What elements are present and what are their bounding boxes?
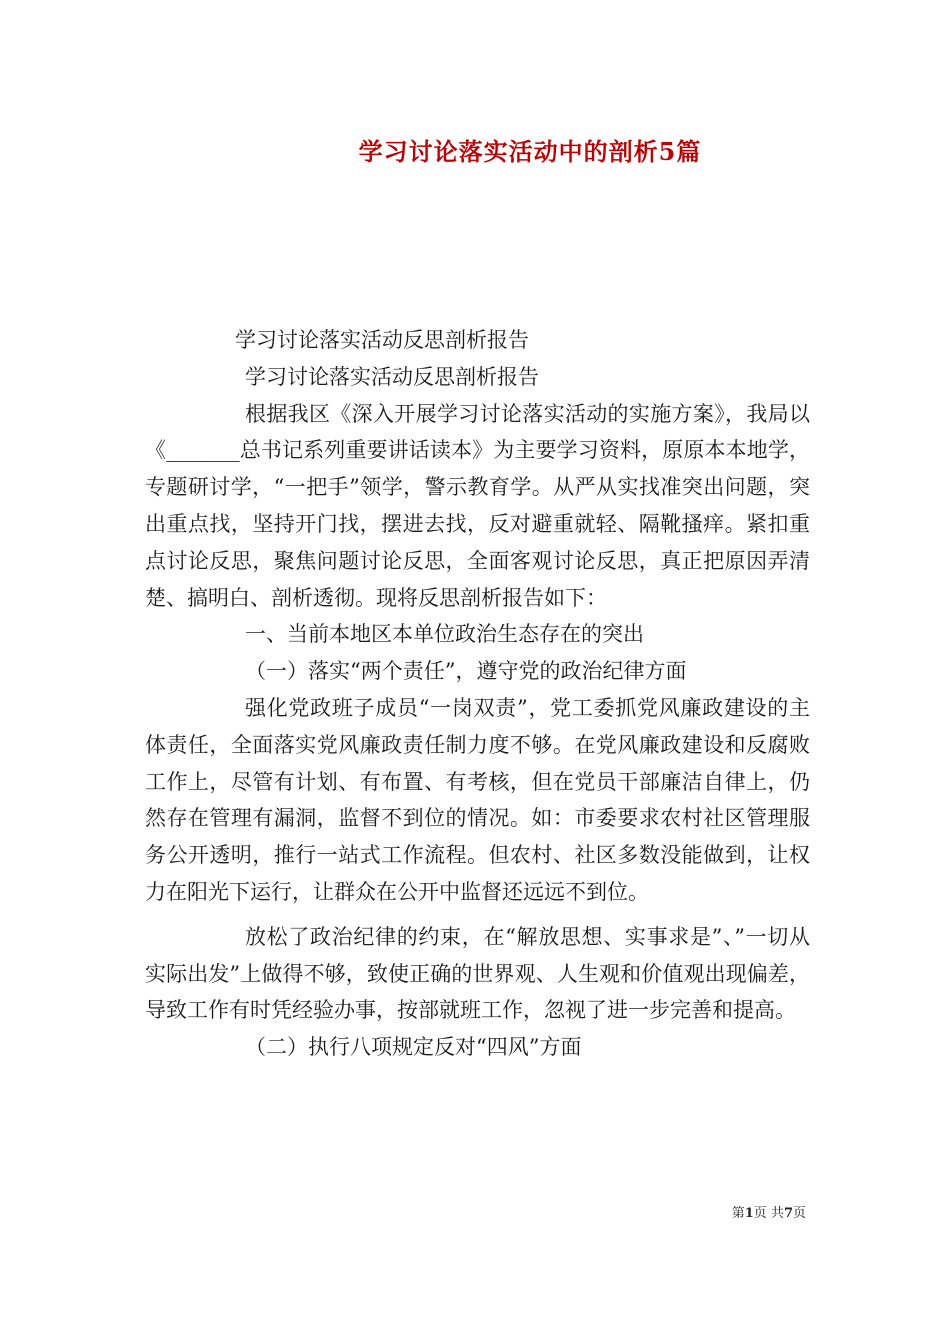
report-subtitle-repeat: 学习讨论落实活动反思剖析报告 — [245, 364, 539, 389]
subsection-heading-2: （二）执行八项规定反对“四风”方面 — [245, 1035, 582, 1060]
footer-total-pages: 7 — [783, 1206, 793, 1221]
page-footer — [732, 1202, 806, 1221]
subsection-heading-1: （一）落实“两个责任”，遵守党的政治纪律方面 — [245, 659, 687, 684]
footer-page-number: 1 — [744, 1206, 754, 1221]
section-heading-1: 一、当前本地区本单位政治生态存在的突出 — [245, 622, 644, 647]
report-subtitle: 学习讨论落实活动反思剖析报告 — [235, 328, 529, 352]
footer-middle: 页 共 — [753, 1206, 784, 1221]
document-body — [145, 322, 810, 1066]
footer-suffix: 页 — [792, 1206, 806, 1221]
intro-paragraph: 根据我区《深入开展学习讨论落实活动的实施方案》，我局以《_______总书记系列重要讲话读本》为主要学习资料，原原本本地学，专题研讨学，“一把手”领学，警示教育学。从严从实找准突出问题，突出重点找，坚持开门找，摆进去找，反对避重就轻、隔靴搔痒。紧扣重点讨论反思，聚焦问题讨论反思，全面客观讨论反思，真正把原因弄清楚、搞明白、剖析透彻。现将反思剖析报告如下： — [145, 401, 810, 610]
body-paragraph-2: 放松了政治纪律的约束，在“解放思想、实事求是”、”一切从实际出发”上做得不够，致使正确的世界观、人生观和价值观出现偏差，导致工作有时凭经验办事，按部就班工作，忽视了进一步完善和提高。 — [145, 924, 810, 1023]
footer-prefix: 第 — [731, 1206, 745, 1221]
document-title: 学习讨论落实活动中的剖析5篇 — [358, 137, 702, 166]
body-paragraph-1: 强化党政班子成员“一岗双责”，党工委抓党风廉政建设的主体责任，全面落实党风廉政责任制力度不够。在党风廉政建设和反腐败工作上，尽管有计划、有布置、有考核，但在党员干部廉洁自律上，仍然存在管理有漏洞，监督不到位的情况。如：市委要求农村社区管理服务公开透明，推行一站式工作流程。但农村、社区多数没能做到，让权力在阳光下运行，让群众在公开中监督还远远不到位。 — [145, 695, 810, 904]
